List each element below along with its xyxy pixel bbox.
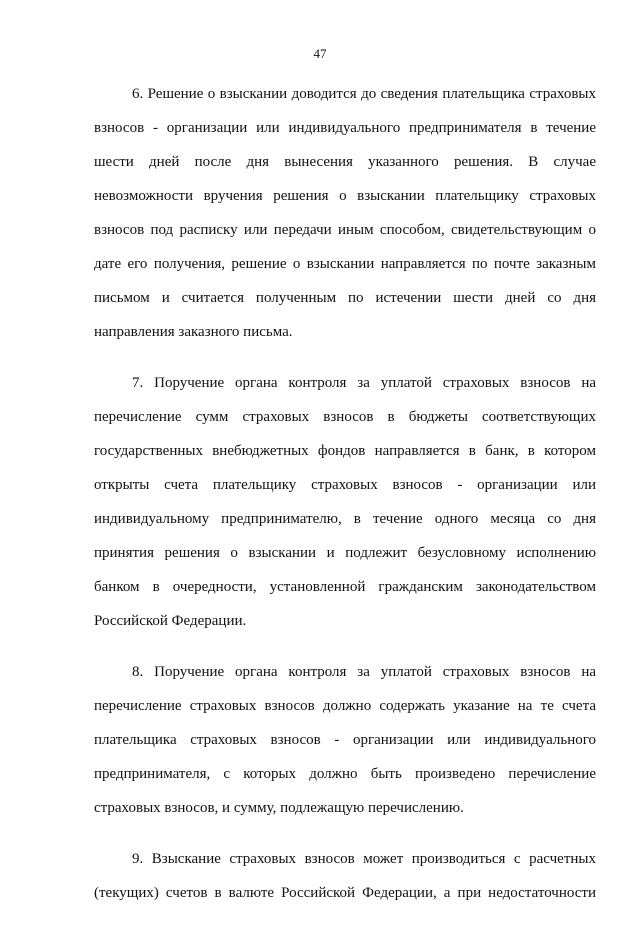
- paragraph-8: [94, 655, 596, 825]
- paragraph-7: [94, 366, 596, 638]
- text-line: государственных внебюджетных фондов направляется в банк, в котором: [94, 443, 596, 459]
- document-body: [94, 77, 596, 927]
- text-line: шести дней после дня вынесения указанного решения. В случае: [94, 154, 596, 170]
- text-line: (текущих) счетов в валюте Российской Федерации, а при недостаточности: [94, 885, 596, 901]
- text-line: Российской Федерации.: [94, 613, 247, 629]
- text-line: перечисление сумм страховых взносов в бюджеты соответствующих: [94, 409, 596, 425]
- text-line: взносов - организации или индивидуального предпринимателя в течение: [94, 120, 596, 136]
- text-line: письмом и считается полученным по истечении шести дней со дня: [94, 290, 596, 306]
- text-line: 8. Поручение органа контроля за уплатой страховых взносов на: [132, 664, 596, 680]
- text-line: индивидуальному предпринимателю, в течение одного месяца со дня: [94, 511, 596, 527]
- text-line: 6. Решение о взыскании доводится до сведения плательщика страховых: [132, 86, 596, 102]
- text-line: дате его получения, решение о взыскании направляется по почте заказным: [94, 256, 596, 272]
- text-line: перечисление страховых взносов должно содержать указание на те счета: [94, 698, 596, 714]
- text-line: направления заказного письма.: [94, 324, 293, 340]
- text-line: предпринимателя, с которых должно быть произведено перечисление: [94, 766, 596, 782]
- text-line: страховых взносов, и сумму, подлежащую перечислению.: [94, 800, 464, 816]
- text-line: взносов под расписку или передачи иным способом, свидетельствующим о: [94, 222, 596, 238]
- text-line: 7. Поручение органа контроля за уплатой страховых взносов на: [132, 375, 596, 391]
- text-line: открыты счета плательщику страховых взносов - организации или: [94, 477, 596, 493]
- text-line: принятия решения о взыскании и подлежит безусловному исполнению: [94, 545, 596, 561]
- paragraph-6: [94, 77, 596, 349]
- text-line: плательщика страховых взносов - организации или индивидуального: [94, 732, 596, 748]
- page-number: 47: [313, 46, 327, 61]
- text-line: 9. Взыскание страховых взносов может производиться с расчетных: [132, 851, 596, 867]
- text-line: невозможности вручения решения о взыскании плательщику страховых: [94, 188, 596, 204]
- text-line: банком в очередности, установленной гражданским законодательством: [94, 579, 596, 595]
